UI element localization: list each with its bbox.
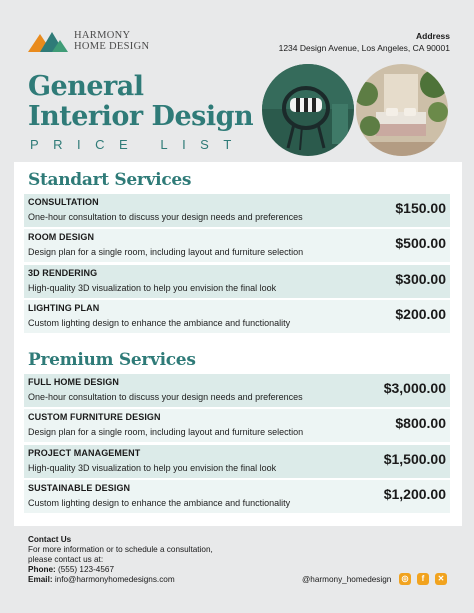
page-title	[28, 72, 253, 132]
service-description: High-quality 3D visualization to help you envision the final look	[28, 283, 277, 293]
facebook-icon[interactable]: f	[417, 573, 429, 585]
brand-line2: HOME DESIGN	[74, 41, 150, 52]
brand-line1: HARMONY	[74, 30, 131, 41]
phone-number[interactable]: (555) 123-4567	[58, 565, 115, 574]
service-description: One-hour consultation to discuss your design needs and preferences	[28, 212, 303, 222]
service-price: $300.00	[395, 271, 446, 287]
premium-services-heading: Premium Services	[28, 350, 196, 370]
service-row	[24, 445, 450, 478]
service-price: $150.00	[395, 200, 446, 216]
service-name: CUSTOM FURNITURE DESIGN	[28, 412, 161, 422]
service-description: High-quality 3D visualization to help you envision the final look	[28, 463, 277, 473]
service-name: SUSTAINABLE DESIGN	[28, 483, 131, 493]
logo-mark-icon	[28, 28, 70, 52]
brand-name	[74, 30, 149, 52]
contact-line2: please contact us at:	[28, 555, 104, 564]
chair-photo	[262, 64, 354, 156]
service-name: LIGHTING PLAN	[28, 303, 100, 313]
contact-line1: For more information or to schedule a consultation,	[28, 545, 213, 554]
address-title: Address	[415, 31, 450, 41]
service-row	[24, 300, 450, 333]
phone-label: Phone:	[28, 565, 56, 574]
bedroom-photo	[356, 64, 448, 156]
address-block	[279, 30, 450, 54]
service-row	[24, 480, 450, 513]
service-row	[24, 374, 450, 407]
service-description: Custom lighting design to enhance the ambiance and functionality	[28, 318, 291, 328]
email-address[interactable]: info@harmonyhomedesigns.com	[54, 575, 175, 584]
service-price: $1,500.00	[383, 451, 446, 467]
service-description: Custom lighting design to enhance the ambiance and functionality	[28, 498, 291, 508]
service-price: $1,200.00	[383, 486, 446, 502]
x-icon[interactable]: ✕	[435, 573, 447, 585]
address-line: 1234 Design Avenue, Los Angeles, CA 90001	[278, 43, 450, 53]
service-price: $200.00	[395, 306, 446, 322]
title-line2: Interior Design	[28, 101, 254, 132]
contact-title: Contact Us	[28, 535, 72, 544]
service-name: ROOM DESIGN	[28, 232, 95, 242]
service-row	[24, 409, 450, 442]
service-name: 3D RENDERING	[28, 268, 98, 278]
service-price: $3,000.00	[383, 380, 446, 396]
service-description: Design plan for a single room, including layout and furniture selection	[28, 247, 304, 257]
social-handle[interactable]: @harmony_homedesign	[302, 575, 392, 584]
instagram-icon[interactable]: ◎	[399, 573, 411, 585]
service-price: $800.00	[395, 415, 446, 431]
price-list-card	[14, 162, 462, 526]
service-row	[24, 194, 450, 227]
service-name: PROJECT MANAGEMENT	[28, 448, 141, 458]
title-line1: General	[28, 71, 144, 102]
brand-logo	[28, 28, 158, 54]
page-subtitle: PRICE LIST	[30, 137, 246, 152]
service-description: Design plan for a single room, including layout and furniture selection	[28, 427, 304, 437]
service-row	[24, 229, 450, 262]
contact-block	[28, 535, 213, 585]
header	[0, 0, 474, 160]
email-label: Email:	[28, 575, 53, 584]
service-description: One-hour consultation to discuss your design needs and preferences	[28, 392, 303, 402]
service-price: $500.00	[395, 235, 446, 251]
service-name: CONSULTATION	[28, 197, 99, 207]
standard-services-heading: Standart Services	[28, 170, 192, 190]
service-row	[24, 265, 450, 298]
service-name: FULL HOME DESIGN	[28, 377, 119, 387]
